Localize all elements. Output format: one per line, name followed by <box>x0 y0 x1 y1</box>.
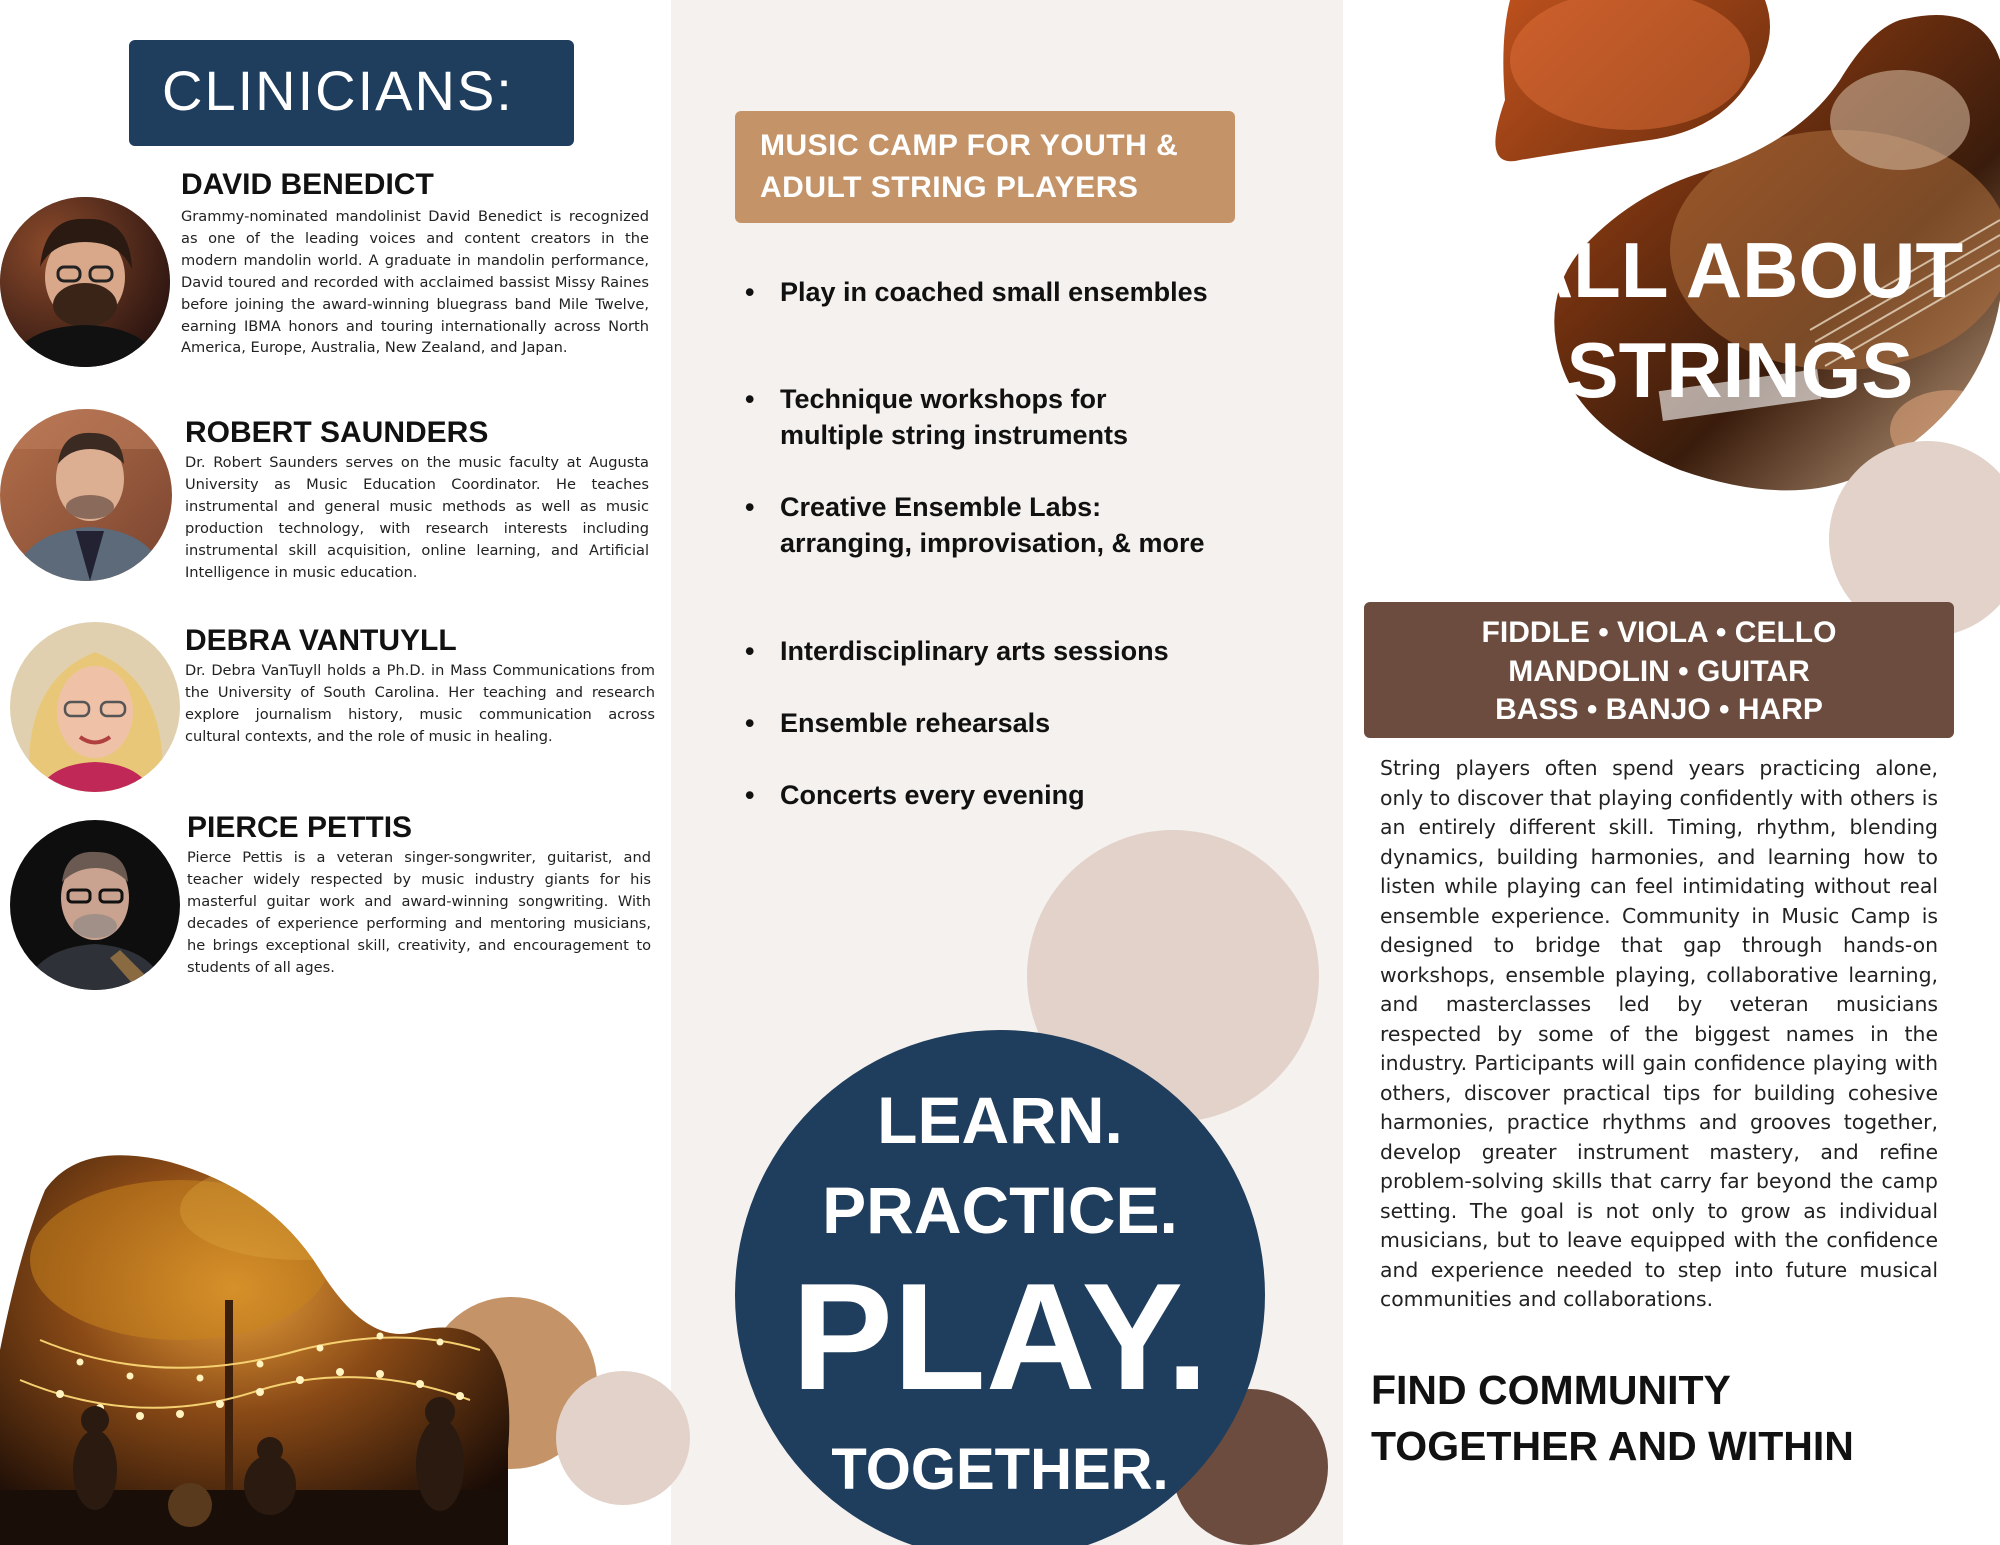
bullet-item: • Concerts every evening <box>745 777 1215 813</box>
clinician-bio: Pierce Pettis is a veteran singer-songwriter, guitarist, and teacher widely respected by music industry giants for his masterful guitar work and award-winning songwriting. With decades of experience performing and mentoring musicians, he brings exceptional skill, creativity, and encouragement to students of all ages. <box>187 849 651 976</box>
clinician-photo-debra-vantuyll <box>10 622 180 792</box>
camp-heading-text: MUSIC CAMP FOR YOUTH & ADULT STRING PLAYERS <box>760 129 1179 204</box>
clinicians-header-label: CLINICIANS: <box>162 59 514 122</box>
title-line-1: ALL ABOUT <box>1516 226 1964 314</box>
concert-photo-blob <box>0 1150 520 1545</box>
bullet-item: • Play in coached small ensembles <box>745 274 1215 310</box>
instruments-box <box>1364 602 1954 738</box>
clinician-name: DEBRA VANTUYLL <box>185 624 457 657</box>
all-about-strings-title <box>1500 220 1980 420</box>
clinician-name: DAVID BENEDICT <box>181 168 434 201</box>
instruments-line-3: BASS • BANJO • HARP <box>1495 693 1823 726</box>
clinician-bio: Dr. Debra VanTuyll holds a Ph.D. in Mass Communications from the University of South Carolina. Her teaching and research explore journalism history, music communication across cultural contexts, and the role of music in healing. <box>185 662 655 745</box>
clinician-name: ROBERT SAUNDERS <box>185 416 489 449</box>
slogan-learn: LEARN. <box>877 1083 1123 1157</box>
clinician-photo-pierce-pettis <box>10 820 180 990</box>
bullet-item: • Creative Ensemble Labs: arranging, improvisation, & more <box>745 489 1215 561</box>
clinician-name: PIERCE PETTIS <box>187 811 413 844</box>
instruments-line-1: FIDDLE • VIOLA • CELLO <box>1481 616 1837 649</box>
bullet-item: • Ensemble rehearsals <box>745 705 1215 741</box>
bullet-item: • Technique workshops for multiple string instruments <box>745 381 1215 453</box>
decorative-circle-blush <box>556 1371 690 1505</box>
slogan-practice: PRACTICE. <box>822 1173 1178 1247</box>
instruments-line-2: MANDOLIN • GUITAR <box>1508 655 1810 688</box>
closing-line-2: TOGETHER AND WITHIN <box>1371 1423 1854 1469</box>
slogan-together: TOGETHER. <box>831 1437 1169 1502</box>
closing-line-1: FIND COMMUNITY <box>1371 1367 1731 1413</box>
clinician-photo-robert-saunders <box>0 409 172 581</box>
clinicians-header <box>129 40 574 146</box>
camp-description: String players often spend years practicing alone, only to discover that playing confidently with others is an entirely different skill. Timing, rhythm, blending dynamics, building harmonies, and learning how to listen while playing can feel intimidating without real ensemble experience. Community in Music Camp is designed to bridge that gap through hands-on workshops, ensemble playing, collaborative learning, and masterclasses led by veteran musicians respected by some of the biggest names in the industry. Participants will gain confidence playing with others, discover practical tips for building cohesive harmonies, practice rhythms and grooves together, develop greater instrument mastery, and refine problem-solving skills that carry far beyond the camp setting. The goal is not only to grow as individual musicians, but to leave equipped with the confidence and experience needed to step into future musical communities and collaborations. <box>1380 756 1938 1311</box>
clinician-photo-david-benedict <box>0 197 170 367</box>
clinician-bio: Grammy-nominated mandolinist David Benedict is recognized as one of the leading voices and content creators in the modern mandolin world. A graduate in mandolin performance, David toured and recorded with acclaimed bassist Missy Raines before joining the award-winning bluegrass band Mile Twelve, earning IBMA honors and touring internationally across North America, Europe, Australia, New Zealand, and Japan. <box>181 208 649 357</box>
camp-heading-box <box>735 111 1235 223</box>
closing-tagline <box>1371 1362 1971 1474</box>
slogan-play: PLAY. <box>791 1252 1209 1422</box>
clinician-bio: Dr. Robert Saunders serves on the music faculty at Augusta University as Music Education Coordinator. He teaches instrumental and general music methods as well as music production technology, with research interests including instrumental skill acquisition, online learning, and Artificial Intelligence in music education. <box>185 454 649 581</box>
bullet-item: • Interdisciplinary arts sessions <box>745 633 1215 669</box>
title-line-2: STRINGS <box>1566 326 1914 414</box>
